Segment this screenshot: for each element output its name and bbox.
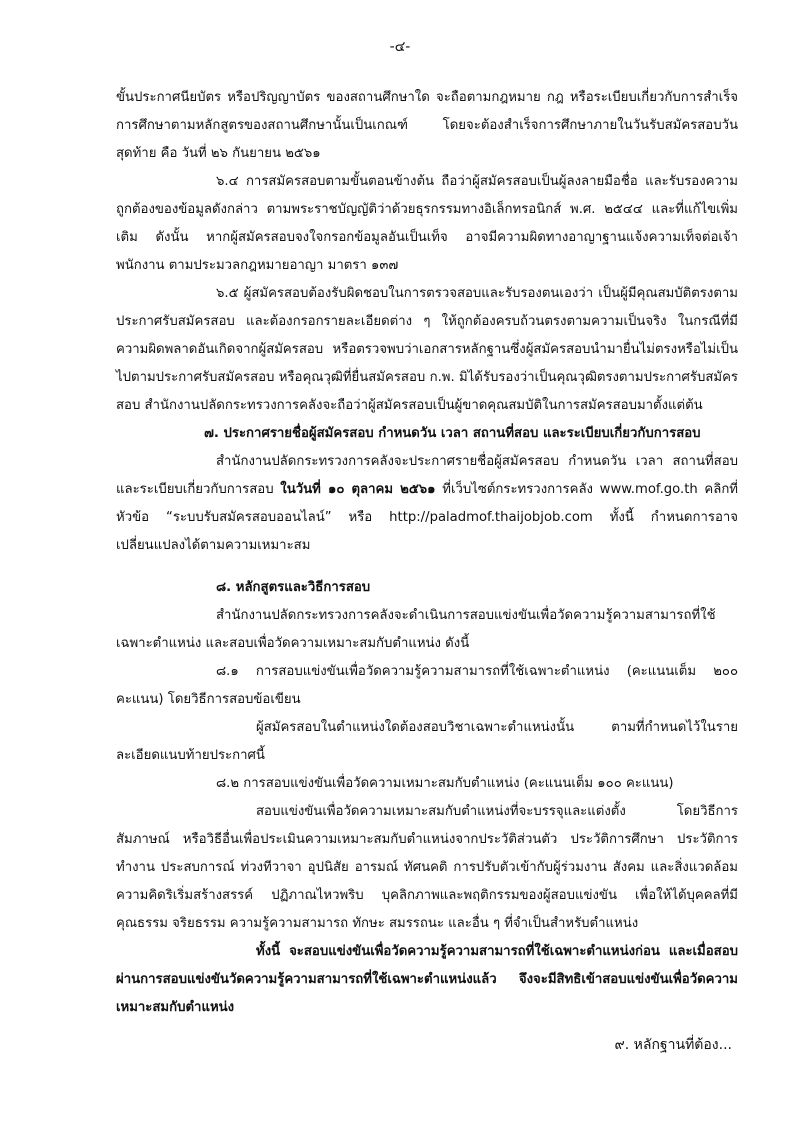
announcement-text-a: สำนักงานปลัดกระทรวงการคลังจะประกาศรายชื่อผู้สมัครสอบ กำหนดวัน เวลา สถานที่สอบและระเบียบเกี่ยวกับการสอบ: [116, 454, 738, 497]
section-8-heading: ๘. หลักสูตรและวิธีการสอบ: [216, 580, 371, 595]
paragraph-exam-order-note: ทั้งนี้ จะสอบแข่งขันเพื่อวัดความรู้ความสามารถที่ใช้เฉพาะตำแหน่งก่อน และเมื่อสอบผ่านการสอบแข่งขันวัดความรู้ความสามารถที่ใช้เฉพาะตำแหน่งแล้ว จึงจะมีสิทธิเข้าสอบแข่งขันเพื่อวัดความเหมาะสมกับตำแหน่ง: [116, 944, 738, 1015]
paragraph-announcement: [116, 448, 738, 560]
paragraph-6-4: ๖.๔ การสมัครสอบตามขั้นตอนข้างต้น ถือว่าผู้สมัครสอบเป็นผู้ลงลายมือชื่อ และรับรองความถูกต้องของข้อมูลดังกล่าว ตามพระราชบัญญัติว่าด้วยธุรกรรมทางอิเล็กทรอนิกส์ พ.ศ. ๒๕๔๔ และที่แก้ไขเพิ่มเติม ดังนั้น หากผู้สมัครสอบจงใจกรอกข้อมูลอันเป็นเท็จ อาจมีความผิดทางอาญาฐานแจ้งความเท็จต่อเจ้าพนักงาน ตามประมวลกฎหมายอาญา มาตรา ๑๓๗: [116, 174, 738, 273]
paragraph-8-2: ๘.๒ การสอบแข่งขันเพื่อวัดความเหมาะสมกับตำแหน่ง (คะแนนเต็ม ๑๐๐ คะแนน): [216, 776, 674, 791]
paragraph-8-2-detail: สอบแข่งขันเพื่อวัดความเหมาะสมกับตำแหน่งที่จะบรรจุและแต่งตั้ง โดยวิธีการสัมภาษณ์ หรือวิธีอื่นเพื่อประเมินความเหมาะสมกับตำแหน่งจากประวัติส่วนตัว ประวัติการศึกษา ประวัติการทำงาน ประสบการณ์ ท่วงทีวาจา อุปนิสัย อารมณ์ ทัศนคติ การปรับตัวเข้ากับผู้ร่วมงาน สังคม และสิ่งแวดล้อม ความคิดริเริ่มสร้างสรรค์ ปฏิภาณไหวพริบ บุคลิกภาพและพฤติกรรมของผู้สอบแข่งขัน เพื่อให้ได้บุคคลที่มีคุณธรรม จริยธรรม ความรู้ความสามารถ ทักษะ สมรรถนะ และอื่น ๆ ที่จำเป็นสำหรับตำแหน่ง: [116, 804, 738, 931]
page-number: -๔-: [389, 39, 411, 55]
paragraph-8-1-detail: ผู้สมัครสอบในตำแหน่งใดต้องสอบวิชาเฉพาะตำแหน่งนั้น ตามที่กำหนดไว้ในรายละเอียดแนบท้ายประกาศนี้: [116, 720, 738, 763]
paragraph-8-1: ๘.๑ การสอบแข่งขันเพื่อวัดความรู้ความสามารถที่ใช้เฉพาะตำแหน่ง (คะแนนเต็ม ๒๐๐ คะแนน) โดยวิธีการสอบข้อเขียน: [116, 664, 738, 707]
document-body: [116, 84, 738, 1022]
paragraph-exam-overview: สำนักงานปลัดกระทรวงการคลังจะดำเนินการสอบแข่งขันเพื่อวัดความรู้ความสามารถที่ใช้เฉพาะตำแหน่ง และสอบเพื่อวัดความเหมาะสมกับตำแหน่ง ดังนี้: [116, 608, 716, 651]
paragraph-6-5: ๖.๕ ผู้สมัครสอบต้องรับผิดชอบในการตรวจสอบและรับรองตนเองว่า เป็นผู้มีคุณสมบัติตรงตามประกาศรับสมัครสอบ และต้องกรอกรายละเอียดต่าง ๆ ให้ถูกต้องครบถ้วนตรงตามความเป็นจริง ในกรณีที่มีความผิดพลาดอันเกิดจากผู้สมัครสอบ หรือตรวจพบว่าเอกสารหลักฐานซึ่งผู้สมัครสอบนำมายื่นไม่ตรงหรือไม่เป็นไปตามประกาศรับสมัครสอบ หรือคุณวุฒิที่ยื่นสมัครสอบ ก.พ. มิได้รับรองว่าเป็นคุณวุฒิตรงตามประกาศรับสมัครสอบ สำนักงานปลัดกระทรวงการคลังจะถือว่าผู้สมัครสอบเป็นผู้ขาดคุณสมบัติในการสมัครสอบมาตั้งแต่ต้น: [116, 286, 738, 413]
paragraph-education-deadline: ขั้นประกาศนียบัตร หรือปริญญาบัตร ของสถานศึกษาใด จะถือตามกฎหมาย กฎ หรือระเบียบเกี่ยวกับการสำเร็จการศึกษาตามหลักสูตรของสถานศึกษานั้นเป็นเกณฑ์ โดยจะต้องสำเร็จการศึกษาภายในวันรับสมัครสอบวันสุดท้าย คือ วันที่ ๒๖ กันยายน ๒๕๖๑: [116, 90, 738, 161]
announcement-text-c: ที่เว็บไซต์กระทรวงการคลัง www.mof.go.th คลิกที่หัวข้อ “ระบบรับสมัครสอบออนไลน์” หรือ http://paladmof.thaijobjob.com ทั้งนี้ กำหนดการอาจเปลี่ยนแปลงได้ตามความเหมาะสม: [116, 482, 738, 553]
section-7-heading: ๗. ประกาศรายชื่อผู้สมัครสอบ กำหนดวัน เวลา สถานที่สอบ และระเบียบเกี่ยวกับการสอบ: [204, 426, 701, 441]
continuation-note: ๙. หลักฐานที่ต้อง...: [614, 1037, 732, 1053]
announcement-date: ในวันที่ ๑๐ ตุลาคม ๒๕๖๑: [280, 482, 436, 497]
